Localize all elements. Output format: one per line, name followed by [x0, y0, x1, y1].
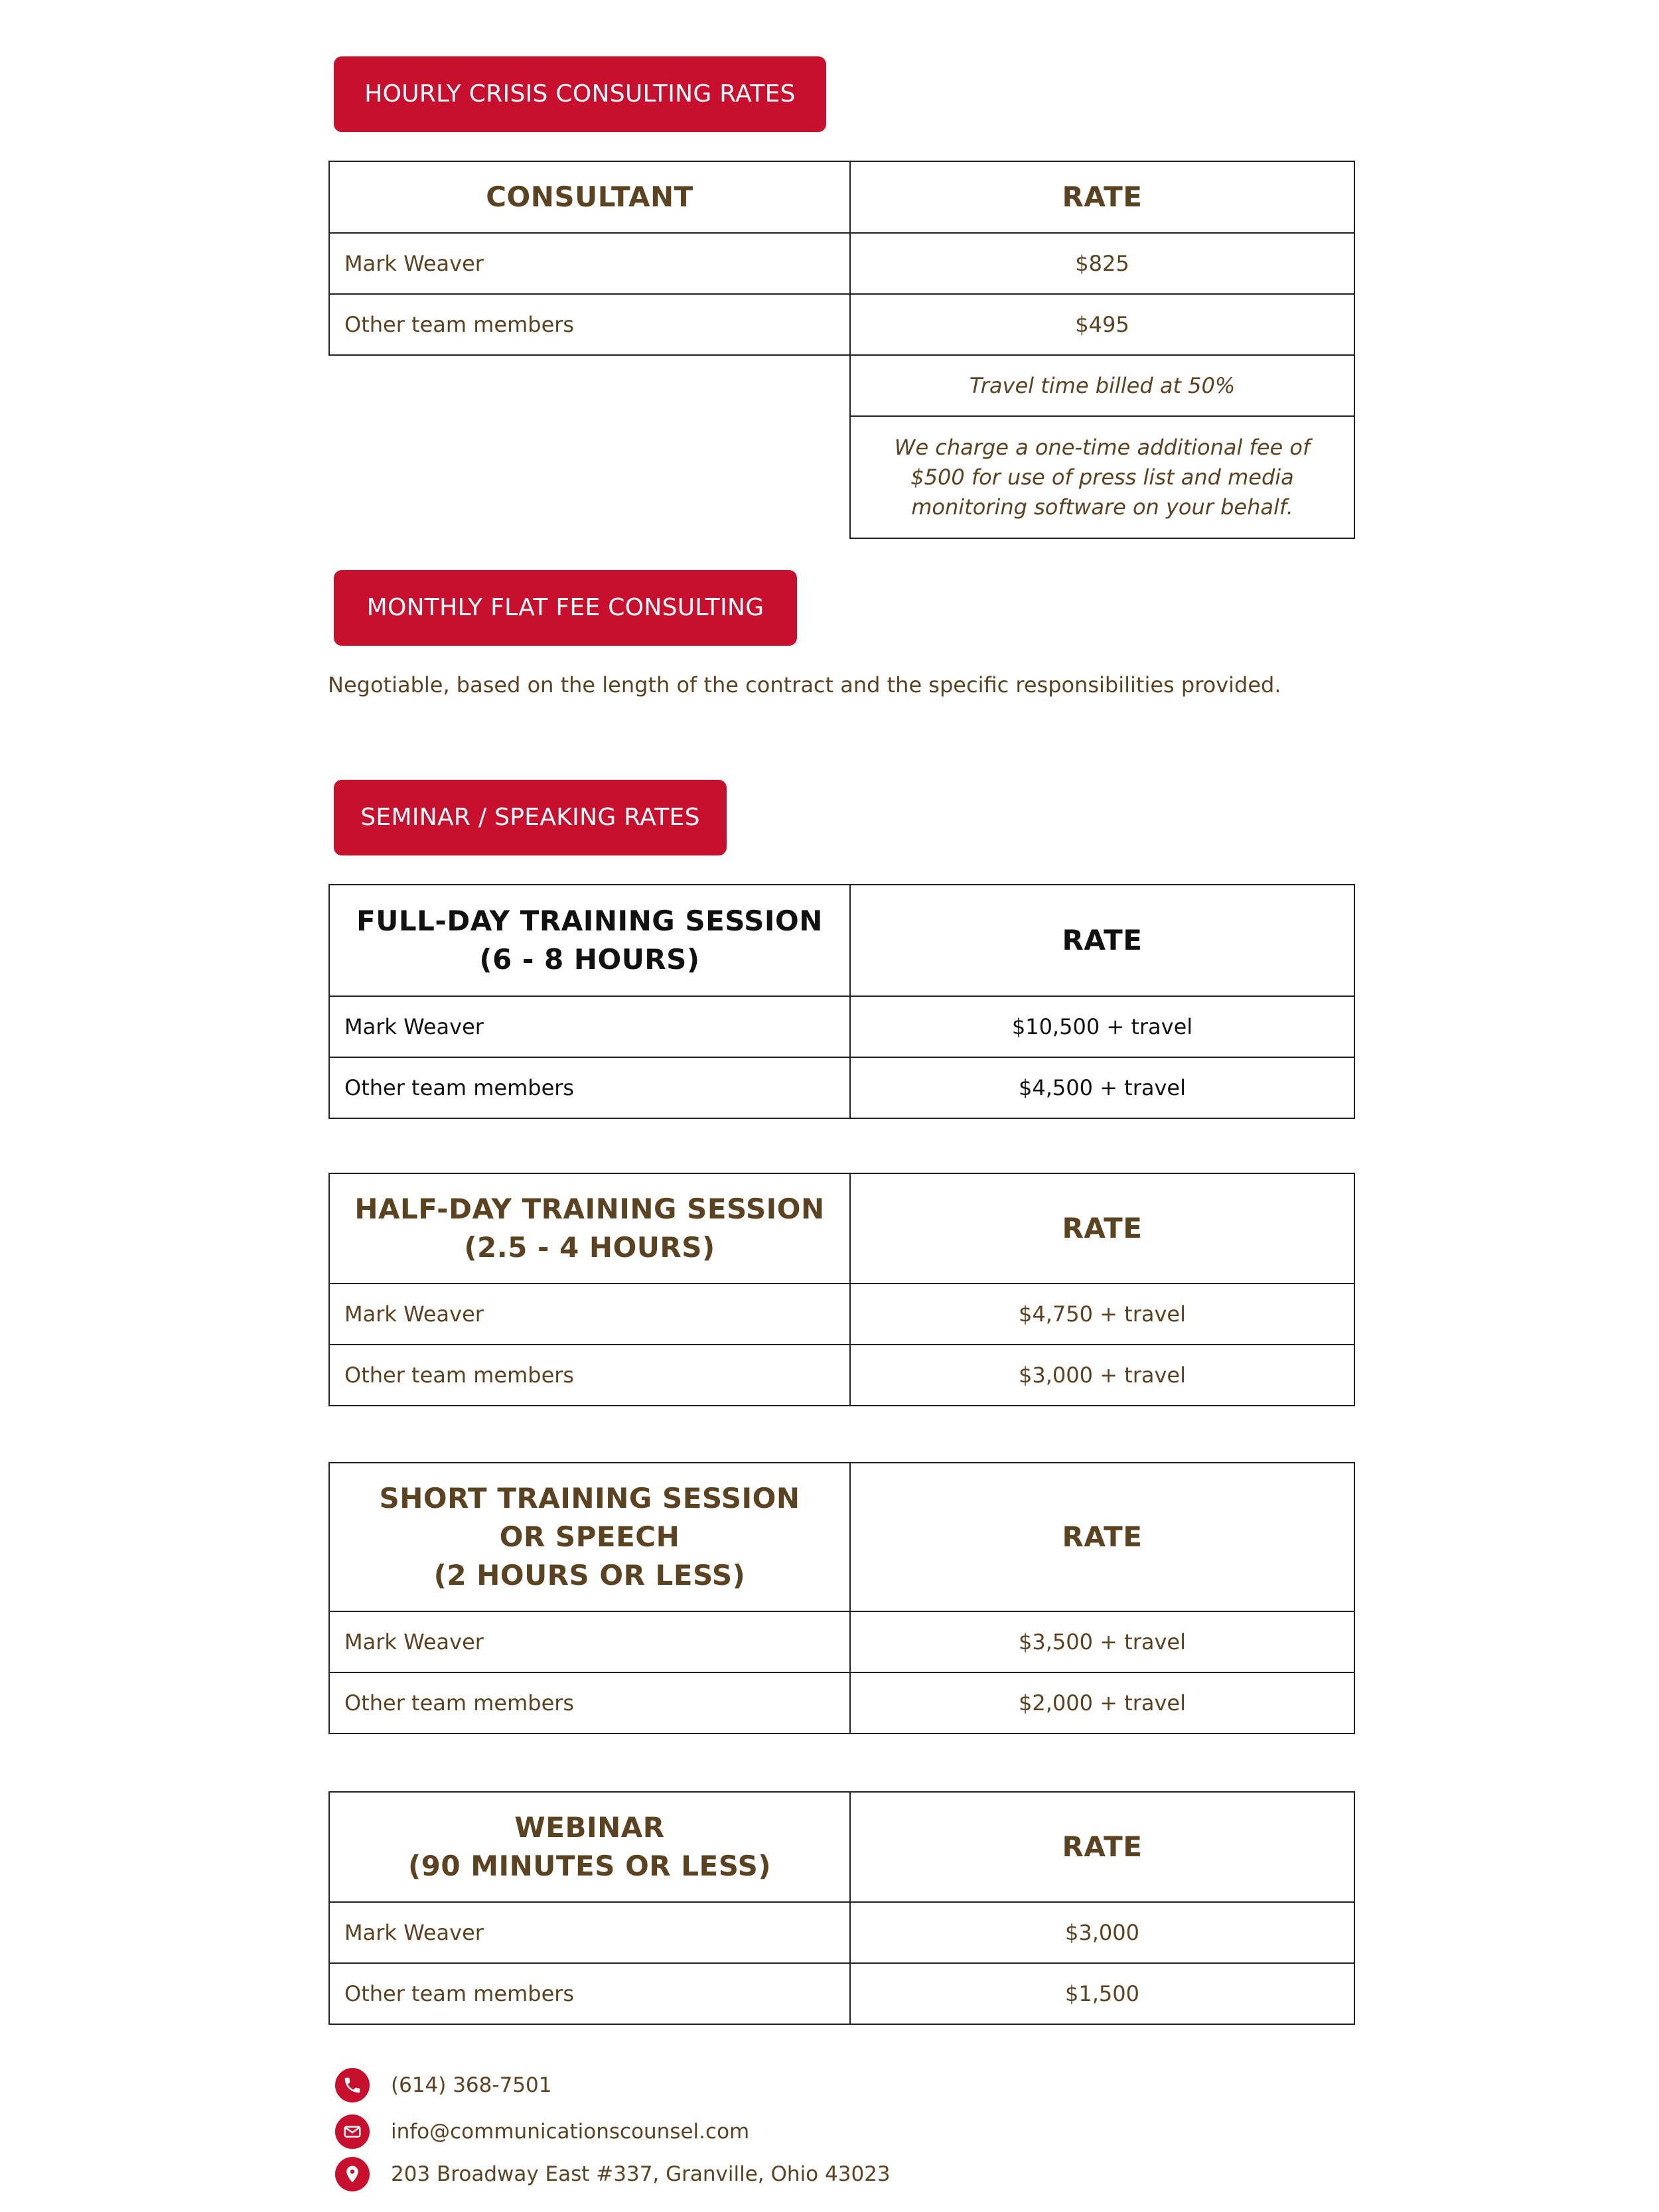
short-session-rates-table: [328, 1462, 1355, 1734]
table-row: [329, 1057, 1354, 1118]
table-header-row: [329, 1463, 1354, 1611]
consultant-name: Mark Weaver: [329, 1902, 850, 1963]
session-header-line: (2 HOURS OR LESS): [433, 1559, 746, 1591]
consultant-rate: $3,000 + travel: [850, 1345, 1354, 1406]
session-header: [329, 1463, 850, 1611]
rate-header: RATE: [850, 1463, 1354, 1611]
table-row: [329, 1672, 1354, 1733]
table-row: [329, 416, 1354, 538]
session-header-line: (6 - 8 HOURS): [479, 943, 700, 976]
fee-note-text: We charge a one-time additional fee of $500 for use of press list and media monitoring software on your behalf.: [894, 434, 1311, 520]
monthly-section-title: MONTHLY FLAT FEE CONSULTING: [334, 570, 797, 646]
monthly-description: Negotiable, based on the length of the contract and the specific responsibilities provided.: [328, 672, 1281, 698]
table-row: [329, 294, 1354, 355]
session-header: [329, 885, 850, 996]
consultant-rate: $10,500 + travel: [850, 996, 1354, 1057]
consultant-name: Other team members: [329, 1057, 850, 1118]
table-row: [329, 233, 1354, 294]
hourly-rates-table: [328, 161, 1355, 539]
table-header-row: [329, 885, 1354, 996]
table-row: [329, 1345, 1354, 1406]
contact-address: [335, 2157, 891, 2191]
consultant-name: Other team members: [329, 1963, 850, 2024]
table-header-row: [329, 1792, 1354, 1902]
rate-header: RATE: [850, 1173, 1354, 1284]
hourly-section-title: HOURLY CRISIS CONSULTING RATES: [334, 56, 826, 132]
street-address: 203 Broadway East #337, Granville, Ohio 43023: [391, 2162, 891, 2186]
travel-note: Travel time billed at 50%: [850, 355, 1354, 416]
consultant-rate: $3,000: [850, 1902, 1354, 1963]
table-row: [329, 996, 1354, 1057]
email-address[interactable]: info@communicationscounsel.com: [391, 2120, 750, 2144]
session-header-line: OR SPEECH: [499, 1520, 680, 1553]
session-header: [329, 1792, 850, 1902]
full-day-rates-table: [328, 884, 1355, 1119]
webinar-rates-table: [328, 1791, 1355, 2025]
consultant-name: Mark Weaver: [329, 996, 850, 1057]
consultant-header: CONSULTANT: [329, 161, 850, 233]
consultant-rate: $1,500: [850, 1963, 1354, 2024]
session-header-line: SHORT TRAINING SESSION: [379, 1482, 800, 1514]
table-header-row: [329, 161, 1354, 233]
consultant-name: Mark Weaver: [329, 233, 850, 294]
session-header-line: (2.5 - 4 HOURS): [464, 1231, 715, 1264]
phone-icon: [335, 2068, 370, 2102]
rate-header: RATE: [850, 885, 1354, 996]
consultant-rate: $4,500 + travel: [850, 1057, 1354, 1118]
table-row: [329, 1611, 1354, 1672]
fee-note: [850, 416, 1354, 538]
session-header-line: FULL-DAY TRAINING SESSION: [356, 905, 823, 937]
seminar-section-title: SEMINAR / SPEAKING RATES: [334, 780, 727, 855]
consultant-rate: $2,000 + travel: [850, 1672, 1354, 1733]
table-row: [329, 355, 1354, 416]
consultant-rate: $3,500 + travel: [850, 1611, 1354, 1672]
session-header: [329, 1173, 850, 1284]
location-pin-icon: [335, 2157, 370, 2191]
table-row: [329, 1284, 1354, 1345]
consultant-name: Mark Weaver: [329, 1611, 850, 1672]
phone-number[interactable]: (614) 368-7501: [391, 2073, 552, 2097]
session-header-line: (90 MINUTES OR LESS): [407, 1850, 772, 1882]
mail-icon: [335, 2114, 370, 2149]
table-row: [329, 1902, 1354, 1963]
consultant-rate: $495: [850, 294, 1354, 355]
consultant-name: Other team members: [329, 1672, 850, 1733]
consultant-rate: $4,750 + travel: [850, 1284, 1354, 1345]
rate-header: RATE: [850, 1792, 1354, 1902]
session-header-line: WEBINAR: [514, 1811, 665, 1844]
empty-cell: [329, 416, 850, 538]
table-header-row: [329, 1173, 1354, 1284]
rate-header: RATE: [850, 161, 1354, 233]
consultant-name: Mark Weaver: [329, 1284, 850, 1345]
half-day-rates-table: [328, 1173, 1355, 1406]
empty-cell: [329, 355, 850, 416]
table-row: [329, 1963, 1354, 2024]
contact-email[interactable]: [335, 2114, 749, 2149]
consultant-name: Other team members: [329, 294, 850, 355]
contact-phone[interactable]: [335, 2068, 551, 2102]
session-header-line: HALF-DAY TRAINING SESSION: [354, 1193, 825, 1225]
consultant-rate: $825: [850, 233, 1354, 294]
consultant-name: Other team members: [329, 1345, 850, 1406]
